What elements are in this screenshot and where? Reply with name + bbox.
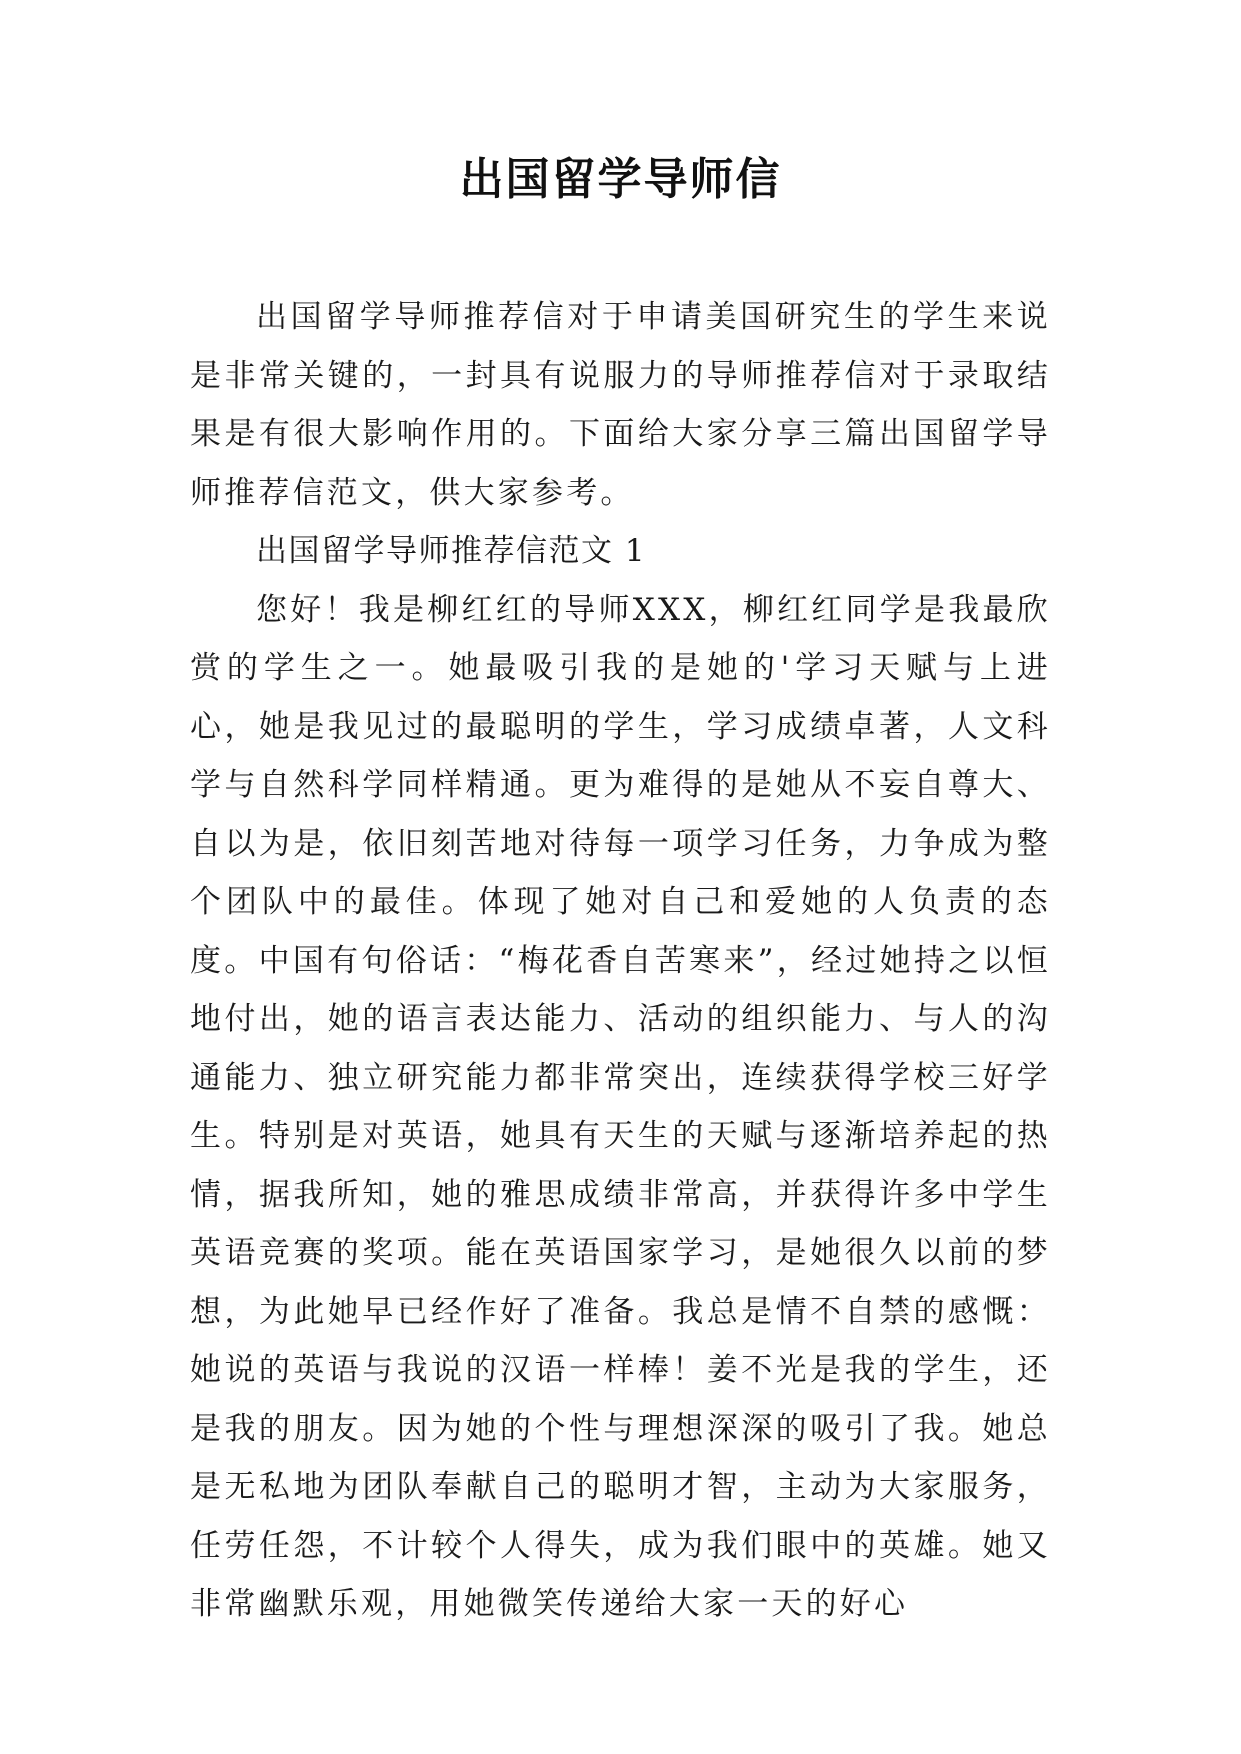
sample-heading: 出国留学导师推荐信范文 1: [256, 533, 647, 569]
letter-paragraph: 您好！我是柳红红的导师XXX，柳红红同学是我最欣赏的学生之一。她最吸引我的是她的'学习天赋与上进心，她是我见过的最聪明的学生，学习成绩卓著，人文科学与自然科学同样精通。更为难得的是她从不妄自尊大、自以为是，依旧刻苦地对待每一项学习任务，力争成为整个团队中的最佳。体现了她对自己和爱她的人负责的态度。中国有句俗话：“梅花香自苦寒来”，经过她持之以恒地付出，她的语言表达能力、活动的组织能力、与人的沟通能力、独立研究能力都非常突出，连续获得学校三好学生。特别是对英语，她具有天生的天赋与逐渐培养起的热情，据我所知，她的雅思成绩非常高，并获得许多中学生英语竞赛的奖项。能在英语国家学习，是她很久以前的梦想，为此她早已经作好了准备。我总是情不自禁的感慨：她说的英语与我说的汉语一样棒！姜不光是我的学生，还是我的朋友。因为她的个性与理想深深的吸引了我。她总是无私地为团队奉献自己的聪明才智，主动为大家服务，任劳任怨，不计较个人得失，成为我们眼中的英雄。她又非常幽默乐观，用她微笑传递给大家一天的好心: [190, 591, 1051, 1622]
document-body: [190, 288, 1051, 1634]
intro-paragraph: 出国留学导师推荐信对于申请美国研究生的学生来说是非常关键的，一封具有说服力的导师推荐信对于录取结果是有很大影响作用的。下面给大家分享三篇出国留学导师推荐信范文，供大家参考。: [190, 299, 1051, 511]
document-title: 出国留学导师信: [459, 154, 782, 205]
